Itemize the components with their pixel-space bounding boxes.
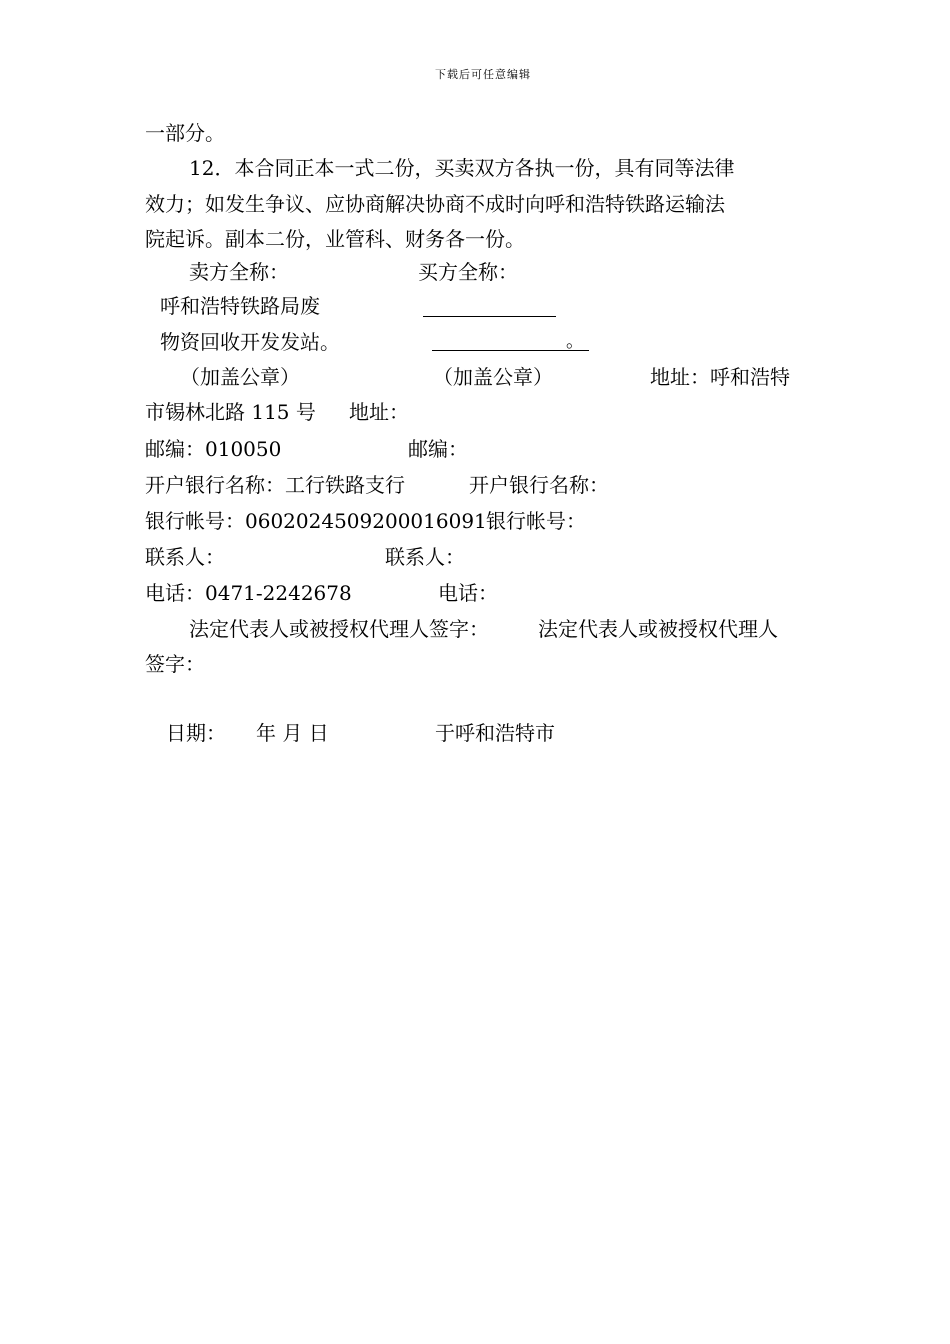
buyer-signature-label-line-2: 签字： bbox=[145, 652, 205, 676]
buyer-seal: （加盖公章） bbox=[433, 365, 553, 389]
buyer-name-suffix: 。 bbox=[566, 331, 584, 352]
seller-bank-name: 开户银行名称：工行铁路支行 bbox=[145, 473, 405, 497]
seller-name-line-2: 物资回收开发发站。 bbox=[160, 330, 340, 354]
seller-address-line-2: 市锡林北路 115 号 bbox=[145, 400, 316, 424]
paragraph-end: 一部分。 bbox=[145, 121, 225, 145]
seller-contact: 联系人： bbox=[145, 545, 225, 569]
buyer-name-label: 买方全称： bbox=[418, 260, 518, 284]
date-label: 日期： bbox=[166, 721, 226, 745]
date-units: 年 月 日 bbox=[256, 721, 329, 745]
seller-seal: （加盖公章） bbox=[180, 365, 300, 389]
buyer-bank-name: 开户银行名称： bbox=[469, 473, 609, 497]
buyer-bank-account: 银行帐号： bbox=[486, 509, 586, 533]
buyer-name-blank-1 bbox=[423, 316, 556, 317]
seller-phone: 电话：0471-2242678 bbox=[145, 581, 352, 605]
signing-place: 于呼和浩特市 bbox=[435, 721, 555, 745]
buyer-phone: 电话： bbox=[438, 581, 498, 605]
buyer-contact: 联系人： bbox=[385, 545, 465, 569]
buyer-postcode: 邮编： bbox=[408, 437, 468, 461]
buyer-address: 地址： bbox=[349, 400, 409, 424]
seller-address-line-1: 地址：呼和浩特 bbox=[650, 365, 790, 389]
seller-name-label: 卖方全称： bbox=[189, 260, 289, 284]
page-header-note: 下载后可任意编辑 bbox=[435, 68, 531, 81]
buyer-signature-label-line-1: 法定代表人或被授权代理人 bbox=[538, 617, 778, 641]
clause-12-line-3: 院起诉。副本二份，业管科、财务各一份。 bbox=[145, 227, 525, 251]
clause-12-line-1: 12．本合同正本一式二份，买卖双方各执一份，具有同等法律 bbox=[189, 156, 735, 180]
seller-postcode: 邮编：010050 bbox=[145, 437, 282, 461]
seller-bank-account: 银行帐号：0602024509200016091 bbox=[145, 509, 487, 533]
clause-12-line-2: 效力；如发生争议、应协商解决协商不成时向呼和浩特铁路运输法 bbox=[145, 192, 725, 216]
seller-signature-label: 法定代表人或被授权代理人签字： bbox=[189, 617, 489, 641]
seller-name-line-1: 呼和浩特铁路局废 bbox=[160, 294, 320, 318]
